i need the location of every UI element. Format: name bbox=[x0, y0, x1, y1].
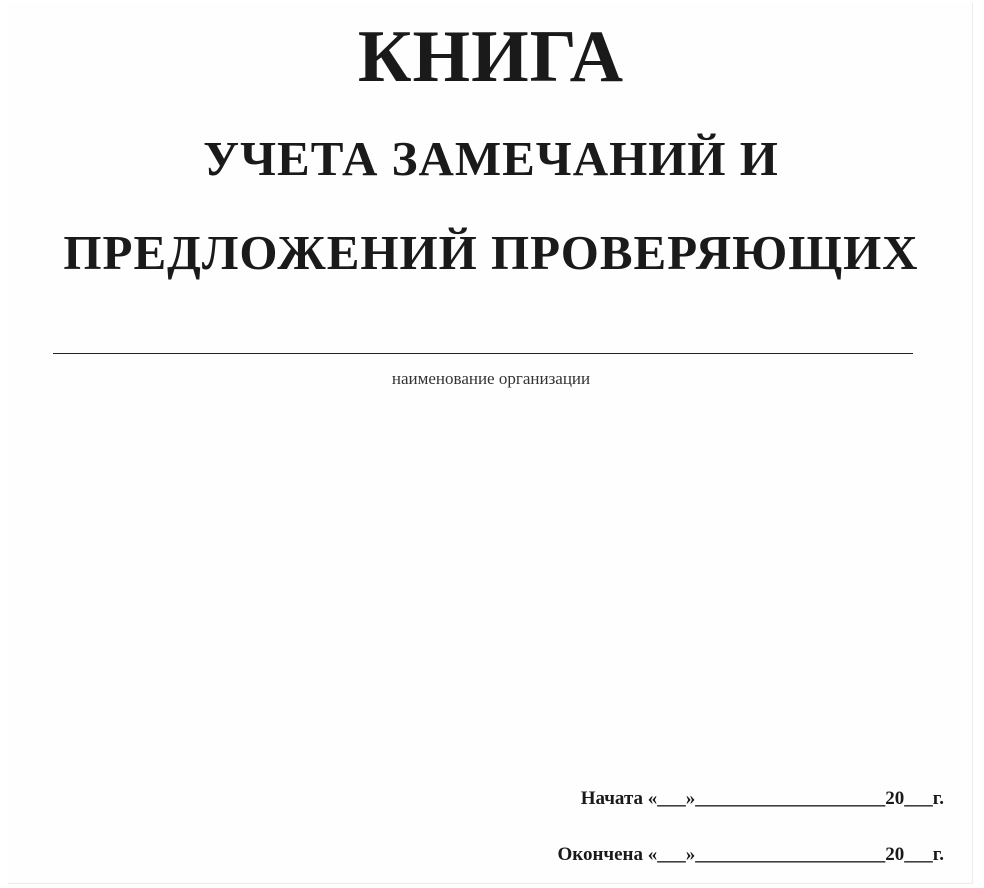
organization-name-caption: наименование организации bbox=[391, 369, 591, 388]
started-date-line: Начата «___»____________________20___г. bbox=[580, 788, 944, 809]
document-subtitle-line-2: ПРЕДЛОЖЕНИЙ ПРОВЕРЯЮЩИХ bbox=[63, 225, 919, 280]
organization-name-line bbox=[53, 353, 913, 354]
document-subtitle-line-1: УЧЕТА ЗАМЕЧАНИЙ И bbox=[203, 131, 779, 186]
document-page bbox=[8, 3, 973, 884]
document-title: КНИГА bbox=[357, 16, 625, 98]
ended-date-line: Окончена «___»____________________20___г. bbox=[557, 844, 944, 865]
